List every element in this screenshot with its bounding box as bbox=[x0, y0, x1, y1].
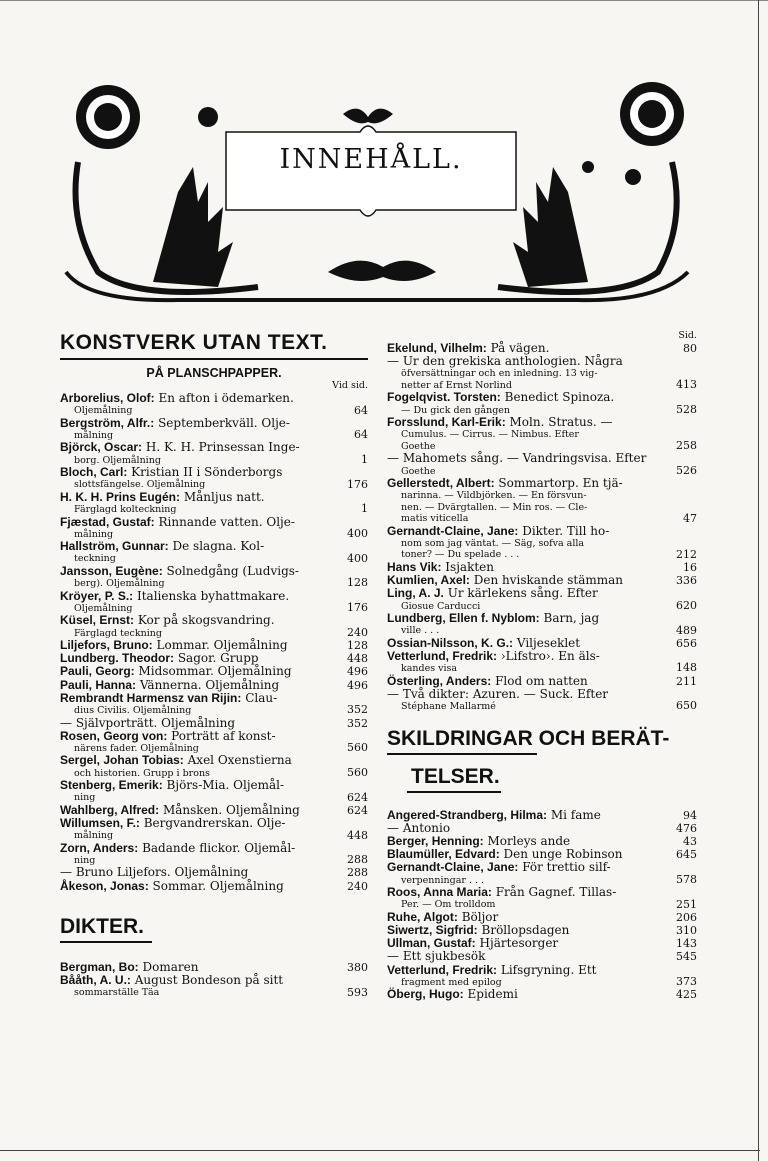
entry-page-number: 176 bbox=[347, 601, 368, 615]
entry-title: Viljeseklet bbox=[516, 635, 581, 650]
entry-author: Wahlberg, Alfred: bbox=[60, 802, 160, 817]
entry-page-number: 545 bbox=[676, 950, 697, 964]
entry-author: Gellerstedt, Albert: bbox=[387, 476, 495, 491]
entry-title: Barn, jag bbox=[543, 611, 600, 626]
entry-page-number: 352 bbox=[347, 703, 368, 717]
entry-title: En afton i ödemarken. bbox=[158, 391, 294, 405]
entry-author: Bloch, Carl: bbox=[60, 465, 128, 480]
entry-author: Kumlien, Axel: bbox=[387, 573, 470, 588]
entry-page-number: 258 bbox=[676, 439, 697, 453]
entry-page-number: 656 bbox=[676, 636, 697, 650]
entry-detail: berg). Oljemålning bbox=[74, 578, 165, 590]
entry-title: Ur kärlekens sång. Efter bbox=[447, 586, 598, 601]
entry-title: — Självporträtt. Oljemålning bbox=[60, 715, 236, 730]
entry-author: Åkeson, Jonas: bbox=[60, 878, 149, 893]
toc-entry bbox=[387, 650, 697, 675]
entry-page-number: 43 bbox=[683, 834, 697, 848]
toc-entry bbox=[387, 416, 697, 452]
entry-detail: sommarställe Täa bbox=[74, 987, 160, 999]
entry-title: Clau- bbox=[245, 690, 278, 705]
decorative-header bbox=[58, 72, 692, 304]
section-title-dikter: DIKTER. bbox=[60, 914, 144, 938]
entry-detail: nom som jag väntat. — Säg, sofva alla bbox=[401, 537, 585, 549]
entry-detail: närens fader. Oljemålning bbox=[74, 742, 199, 754]
entry-title: Månsken. Oljemålning bbox=[162, 802, 300, 817]
toc-entry bbox=[60, 392, 368, 417]
toc-entry bbox=[60, 441, 368, 466]
entry-title: Sommar. Oljemålning bbox=[152, 878, 284, 893]
entry-title: — Två dikter: Azuren. — Suck. Efter bbox=[387, 686, 609, 701]
entry-detail: ning bbox=[74, 854, 96, 866]
entry-author: Blaumüller, Edvard: bbox=[387, 847, 500, 862]
toc-entry bbox=[60, 614, 368, 639]
entry-page-number: 206 bbox=[676, 910, 697, 924]
entry-title: Midsommar. Oljemålning bbox=[138, 664, 292, 679]
toc-entry bbox=[387, 587, 697, 612]
entry-title: Septemberkväll. Olje- bbox=[158, 415, 290, 430]
entry-title: Axel Oxenstierna bbox=[187, 753, 292, 768]
toc-entry bbox=[60, 491, 368, 516]
entry-author: Ekelund, Vilhelm: bbox=[387, 341, 487, 355]
entry-detail: netter af Ernst Norlind bbox=[401, 379, 512, 391]
entry-detail: nen. — Dvärgtallen. — Min ros. — Cle- bbox=[401, 501, 588, 513]
entry-page-number: 425 bbox=[676, 988, 697, 1002]
entry-page-number: 373 bbox=[676, 975, 697, 989]
entry-author: Ling, A. J. bbox=[387, 586, 444, 601]
section-title-skildringar: SKILDRINGAR OCH BERÄT- bbox=[387, 726, 670, 750]
entry-title: — Ur den grekiska anthologien. Några bbox=[387, 354, 623, 369]
entry-title: Dikter. Till ho- bbox=[522, 523, 610, 538]
toc-entry bbox=[387, 886, 697, 911]
entry-page-number: 476 bbox=[676, 821, 697, 835]
entry-detail: målning bbox=[74, 830, 114, 842]
entry-author: Forsslund, Karl-Erik: bbox=[387, 415, 506, 430]
entry-author: Hallström, Gunnar: bbox=[60, 539, 169, 554]
toc-entry bbox=[387, 355, 697, 391]
entry-title: Isjakten bbox=[445, 559, 494, 574]
toc-entry bbox=[60, 730, 368, 755]
entry-author: Hans Vik: bbox=[387, 559, 442, 574]
entry-page-number: 620 bbox=[676, 598, 697, 612]
entry-page-number: 128 bbox=[347, 639, 368, 653]
entry-title: De slagna. Kol- bbox=[172, 539, 265, 554]
entry-page-number: 593 bbox=[347, 985, 368, 999]
entry-title: Lommar. Oljemålning bbox=[156, 638, 288, 653]
entry-detail: Goethe bbox=[401, 465, 436, 477]
entry-author: Ullman, Gustaf: bbox=[387, 936, 476, 951]
entry-detail: Oljemålning bbox=[74, 602, 133, 614]
frame-right bbox=[758, 0, 759, 1161]
entry-page-number: 400 bbox=[347, 551, 368, 565]
section-title-konstverk: KONSTVERK UTAN TEXT. bbox=[60, 331, 328, 354]
section-rule bbox=[387, 753, 537, 755]
entry-title: Kristian II i Sönderborgs bbox=[131, 465, 283, 480]
entry-page-number: 496 bbox=[347, 678, 368, 692]
entry-page-number: 448 bbox=[347, 652, 368, 666]
toc-entry bbox=[387, 688, 697, 713]
entry-author: Angered-Strandberg, Hilma: bbox=[387, 807, 548, 822]
entry-title: Den unge Robinson bbox=[503, 847, 623, 862]
entry-title: Bröllopsdagen bbox=[481, 922, 570, 937]
entry-author: Küsel, Ernst: bbox=[60, 613, 135, 628]
entry-page-number: 380 bbox=[347, 960, 368, 974]
entry-title: Björs-Mia. Oljemål- bbox=[166, 778, 285, 793]
entry-detail: kandes visa bbox=[401, 663, 458, 675]
entry-page-number: 288 bbox=[347, 853, 368, 867]
toc-entry bbox=[387, 391, 697, 416]
entry-page-number: 336 bbox=[676, 574, 697, 588]
entry-author: Roos, Anna Maria: bbox=[387, 885, 492, 900]
entry-author: H. K. H. Prins Eugén: bbox=[60, 489, 181, 504]
toc-entry bbox=[387, 612, 697, 637]
entry-page-number: 64 bbox=[354, 403, 368, 417]
entry-author: Lundberg, Ellen f. Nyblom: bbox=[387, 611, 540, 626]
entry-title: Moln. Stratus. — bbox=[509, 415, 613, 430]
entry-author: Vetterlund, Fredrik: bbox=[387, 962, 498, 977]
entry-page-number: 448 bbox=[347, 828, 368, 842]
entry-author: Bergström, Alfr.: bbox=[60, 415, 155, 430]
entry-page-number: 352 bbox=[347, 716, 368, 730]
entry-author: Rosen, Georg von: bbox=[60, 728, 168, 743]
entry-author: Jansson, Eugène: bbox=[60, 563, 163, 578]
entry-detail: ning bbox=[74, 792, 96, 804]
entry-title: Från Gagnef. Tillas- bbox=[495, 885, 617, 900]
entry-title: Epidemi bbox=[467, 987, 518, 1002]
entry-page-number: 80 bbox=[683, 342, 697, 355]
entry-page-number: 526 bbox=[676, 463, 697, 477]
entry-page-number: 211 bbox=[676, 674, 697, 688]
entry-page-number: 143 bbox=[676, 937, 697, 951]
entry-page-number: 94 bbox=[683, 808, 697, 822]
section-rule bbox=[60, 358, 368, 360]
toc-entry bbox=[60, 692, 368, 717]
entry-detail: toner? — Du spelade . . . bbox=[401, 549, 520, 561]
entry-page-number: 496 bbox=[347, 665, 368, 679]
entry-author: Öberg, Hugo: bbox=[387, 987, 464, 1002]
entry-author: Gernandt-Claine, Jane: bbox=[387, 523, 519, 538]
entry-author: Lundberg. Theodor: bbox=[60, 651, 174, 666]
frame-bottom bbox=[0, 1150, 760, 1151]
toc-entry bbox=[387, 452, 697, 477]
entry-author: Gernandt-Claine, Jane: bbox=[387, 860, 519, 875]
entry-detail: Cumulus. — Cirrus. — Nimbus. Efter bbox=[401, 429, 579, 441]
entry-page-number: 212 bbox=[676, 547, 697, 561]
entry-author: Pauli, Georg: bbox=[60, 664, 135, 679]
toc-entry bbox=[60, 540, 368, 565]
entry-detail: borg. Oljemålning bbox=[74, 454, 161, 466]
entry-page-number: 400 bbox=[347, 527, 368, 541]
entry-author: Rembrandt Harmensz van Rijin: bbox=[60, 690, 242, 705]
dikter-list bbox=[60, 961, 368, 999]
toc-entry bbox=[387, 477, 697, 525]
entry-author: Willumsen, F.: bbox=[60, 816, 140, 831]
entry-title: Böljor bbox=[461, 909, 499, 924]
entry-detail: ville . . . bbox=[401, 625, 440, 637]
entry-title: Morleys ande bbox=[487, 833, 571, 848]
konstverk-list bbox=[60, 392, 368, 893]
entry-detail: Stéphane Mallarmé bbox=[401, 701, 496, 713]
entry-page-number: 528 bbox=[676, 402, 697, 416]
toc-entry bbox=[60, 817, 368, 842]
entry-title: Kor på skogsvandring. bbox=[137, 613, 275, 628]
right-column bbox=[387, 330, 697, 1001]
toc-entry bbox=[60, 466, 368, 491]
entry-detail: Giosue Carducci bbox=[401, 600, 481, 612]
entry-author: Sergel, Johan Tobias: bbox=[60, 753, 184, 768]
entry-title: För trettio silf- bbox=[522, 860, 611, 875]
entry-author: Zorn, Anders: bbox=[60, 840, 139, 855]
entry-detail: Färglagd kolteckning bbox=[74, 504, 177, 516]
entry-title: Benedict Spinoza. bbox=[504, 390, 615, 405]
entry-title: — Mahomets sång. — Vandringsvisa. Efter bbox=[387, 451, 647, 466]
skildringar-list bbox=[387, 809, 697, 1002]
page-title: INNEHÅLL. bbox=[279, 144, 463, 175]
entry-author: Fogelqvist. Torsten: bbox=[387, 390, 501, 405]
entry-title: Den hviskande stämman bbox=[473, 573, 624, 588]
entry-detail: öfversättningar och en inledning. 13 vig- bbox=[401, 368, 598, 380]
entry-detail: — Du gick den gången bbox=[401, 404, 511, 416]
toc-entry bbox=[60, 779, 368, 804]
entry-detail: Goethe bbox=[401, 440, 436, 452]
toc-entry bbox=[387, 861, 697, 886]
entry-page-number: 560 bbox=[347, 765, 368, 779]
entry-page-number: 176 bbox=[347, 477, 368, 491]
dandelion-ornament-icon bbox=[58, 72, 692, 304]
entry-page-number: 251 bbox=[676, 897, 697, 911]
entry-detail: målning bbox=[74, 429, 114, 441]
entry-title: — Antonio bbox=[387, 820, 451, 835]
entry-page-number: 148 bbox=[676, 661, 697, 675]
entry-author: Björck, Oscar: bbox=[60, 440, 143, 455]
entry-author: Österling, Anders: bbox=[387, 673, 492, 688]
entry-page-number: 128 bbox=[347, 576, 368, 590]
entry-detail: fragment med epilog bbox=[401, 976, 502, 988]
entry-title: Månljus natt. bbox=[183, 489, 265, 504]
subsection-title: PÅ PLANSCHPAPPER. bbox=[146, 366, 282, 380]
entry-title: Flod om natten bbox=[495, 673, 588, 688]
frame-top bbox=[0, 0, 768, 1]
entry-author: Siwertz, Sigfrid: bbox=[387, 922, 478, 937]
entry-author: Kröyer, P. S.: bbox=[60, 588, 134, 603]
entry-page-number: 650 bbox=[676, 699, 697, 713]
entry-page-number: 645 bbox=[676, 848, 697, 862]
entry-title: H. K. H. Prinsessan Inge- bbox=[145, 440, 300, 455]
entry-detail: matis viticella bbox=[401, 513, 469, 525]
entry-title: Badande flickor. Oljemål- bbox=[142, 840, 296, 855]
dikter-list-continued bbox=[387, 342, 697, 713]
entry-detail: dius Civilis. Oljemålning bbox=[74, 705, 192, 717]
entry-page-number: 240 bbox=[347, 625, 368, 639]
entry-page-number: 624 bbox=[347, 803, 368, 817]
entry-title: — Bruno Liljefors. Oljemålning bbox=[60, 865, 249, 880]
entry-page-number: 1 bbox=[361, 452, 368, 466]
column-header: Sid. bbox=[678, 330, 697, 341]
entry-title: Mi fame bbox=[550, 807, 601, 822]
toc-entry bbox=[387, 964, 697, 989]
entry-detail: Färglagd teckning bbox=[74, 627, 162, 639]
entry-detail: målning bbox=[74, 528, 114, 540]
entry-author: Fjæstad, Gustaf: bbox=[60, 514, 155, 529]
toc-entry bbox=[60, 842, 368, 867]
entry-title: På vägen. bbox=[490, 341, 550, 355]
entry-page-number: 1 bbox=[361, 502, 368, 516]
entry-author: Stenberg, Emerik: bbox=[60, 778, 163, 793]
entry-author: Ossian-Nilsson, K. G.: bbox=[387, 635, 514, 650]
entry-title: Lifsgryning. Ett bbox=[500, 962, 597, 977]
entry-page-number: 560 bbox=[347, 741, 368, 755]
left-column bbox=[60, 330, 368, 999]
entry-detail: och historien. Grupp i brons bbox=[74, 767, 210, 779]
entry-page-number: 489 bbox=[676, 623, 697, 637]
entry-page-number: 16 bbox=[683, 560, 697, 574]
entry-title: Hjärtesorger bbox=[479, 936, 559, 951]
toc-entry bbox=[60, 516, 368, 541]
entry-author: Berger, Henning: bbox=[387, 833, 484, 848]
entry-title: Porträtt af konst- bbox=[171, 728, 276, 743]
column-header: Vid sid. bbox=[332, 380, 368, 391]
entry-page-number: 240 bbox=[347, 879, 368, 893]
entry-detail: verpenningar . . . bbox=[401, 874, 485, 886]
entry-title: ›Lifstro›. En äls- bbox=[500, 648, 600, 663]
entry-author: Bååth, A. U.: bbox=[60, 973, 131, 988]
entry-title: Domaren bbox=[142, 959, 199, 974]
toc-entry bbox=[60, 590, 368, 615]
entry-author: Pauli, Hanna: bbox=[60, 677, 137, 692]
entry-page-number: 288 bbox=[347, 866, 368, 880]
entry-title: Italienska byhattmakare. bbox=[136, 588, 290, 603]
entry-detail: teckning bbox=[74, 553, 116, 565]
toc-entry bbox=[60, 565, 368, 590]
toc-entry bbox=[387, 988, 697, 1001]
section-title-skildringar-cont: TELSER. bbox=[411, 764, 500, 788]
entry-detail: Oljemålning bbox=[74, 405, 133, 417]
entry-page-number: 64 bbox=[354, 428, 368, 442]
entry-page-number: 578 bbox=[676, 872, 697, 886]
entry-title: Sommartorp. En tjä- bbox=[498, 476, 623, 491]
entry-detail: narinna. — Vildbjörken. — En försvun- bbox=[401, 490, 587, 502]
entry-detail: Per. — Om trolldom bbox=[401, 899, 496, 911]
entry-author: Bergman, Bo: bbox=[60, 959, 139, 974]
entry-title: Rinnande vatten. Olje- bbox=[158, 514, 295, 529]
section-rule bbox=[60, 941, 152, 943]
entry-title: Sagor. Grupp bbox=[177, 651, 259, 666]
toc-entry bbox=[60, 754, 368, 779]
toc-entry bbox=[60, 974, 368, 999]
entry-author: Arborelius, Olof: bbox=[60, 391, 155, 405]
section-rule bbox=[407, 791, 501, 793]
entry-title: Solnedgång (Ludvigs- bbox=[166, 563, 299, 578]
entry-page-number: 310 bbox=[676, 923, 697, 937]
toc-entry bbox=[60, 880, 368, 893]
entry-page-number: 47 bbox=[683, 511, 697, 525]
entry-title: Bergvandrerskan. Olje- bbox=[143, 816, 286, 831]
entry-title: August Bondeson på sitt bbox=[134, 973, 284, 988]
entry-detail: slottsfängelse. Oljemålning bbox=[74, 479, 206, 491]
entry-author: Ruhe, Algot: bbox=[387, 909, 458, 924]
toc-entry bbox=[387, 525, 697, 561]
entry-page-number: 413 bbox=[676, 378, 697, 392]
entry-author: Vetterlund, Fredrik: bbox=[387, 648, 498, 663]
entry-author: Liljefors, Bruno: bbox=[60, 638, 153, 653]
toc-entry bbox=[60, 417, 368, 442]
entry-title: Vännerna. Oljemålning bbox=[139, 677, 280, 692]
entry-title: — Ett sjukbesök bbox=[387, 949, 486, 964]
entry-page-number: 624 bbox=[347, 790, 368, 804]
